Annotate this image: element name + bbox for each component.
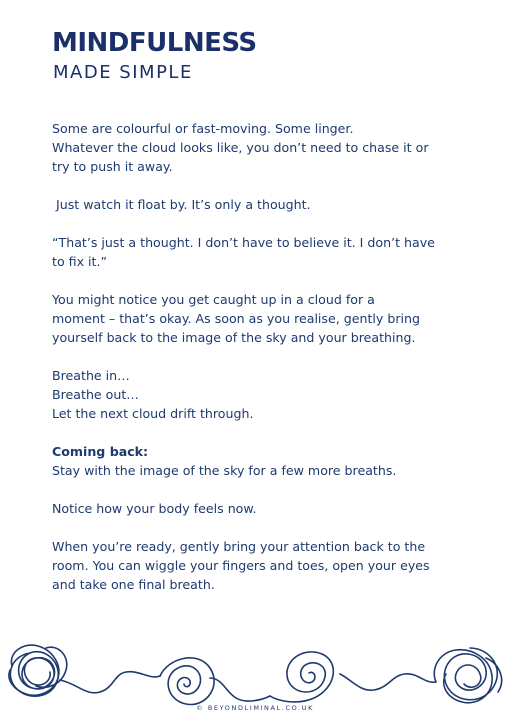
spiral-left-icon: [160, 658, 214, 705]
paragraph-clouds: [52, 119, 472, 176]
text-line: room. You can wiggle your fingers and toes, open your eyes: [52, 558, 430, 573]
paragraph-ready: [52, 537, 472, 594]
page-subtitle: MADE SIMPLE: [53, 62, 193, 83]
section-heading-coming-back: Coming back:: [52, 444, 149, 459]
text-line: and take one final breath.: [52, 577, 215, 592]
tangle-right-icon: [434, 648, 501, 703]
page-title: MINDFULNESS: [52, 28, 257, 58]
paragraph-notice: [52, 499, 472, 518]
text-line: Breathe in…: [52, 368, 130, 383]
paragraph-coming-back: [52, 442, 472, 480]
spiral-right-icon: [270, 652, 333, 702]
text-line: Stay with the image of the sky for a few more breaths.: [52, 463, 397, 478]
paragraph-breathe: [52, 366, 472, 423]
text-line: Notice how your body feels now.: [52, 501, 257, 516]
tangle-left-icon: [9, 645, 67, 696]
text-line: yourself back to the image of the sky and your breathing.: [52, 330, 416, 345]
text-line: moment – that’s okay. As soon as you realise, gently bring: [52, 311, 421, 326]
footer-copyright: © BEYONDLIMINAL.CO.UK: [196, 704, 314, 712]
text-line: “That’s just a thought. I don’t have to believe it. I don’t have: [52, 235, 435, 250]
text-line: Just watch it float by. It’s only a thought.: [52, 197, 311, 212]
text-line: Whatever the cloud looks like, you don’t need to chase it or: [52, 140, 429, 155]
text-line: Breathe out…: [52, 387, 139, 402]
text-line: When you’re ready, gently bring your attention back to the: [52, 539, 426, 554]
text-line: try to push it away.: [52, 159, 173, 174]
text-line: Some are colourful or fast-moving. Some linger.: [52, 121, 354, 136]
text-line: to fix it.”: [52, 254, 107, 269]
paragraph-caught-up: [52, 290, 472, 347]
swirl-decoration: [0, 618, 510, 718]
text-line: You might notice you get caught up in a cloud for a: [52, 292, 375, 307]
text-line: Let the next cloud drift through.: [52, 406, 254, 421]
paragraph-watch: [52, 195, 472, 214]
paragraph-quote: [52, 233, 472, 271]
body-content: [52, 119, 472, 613]
